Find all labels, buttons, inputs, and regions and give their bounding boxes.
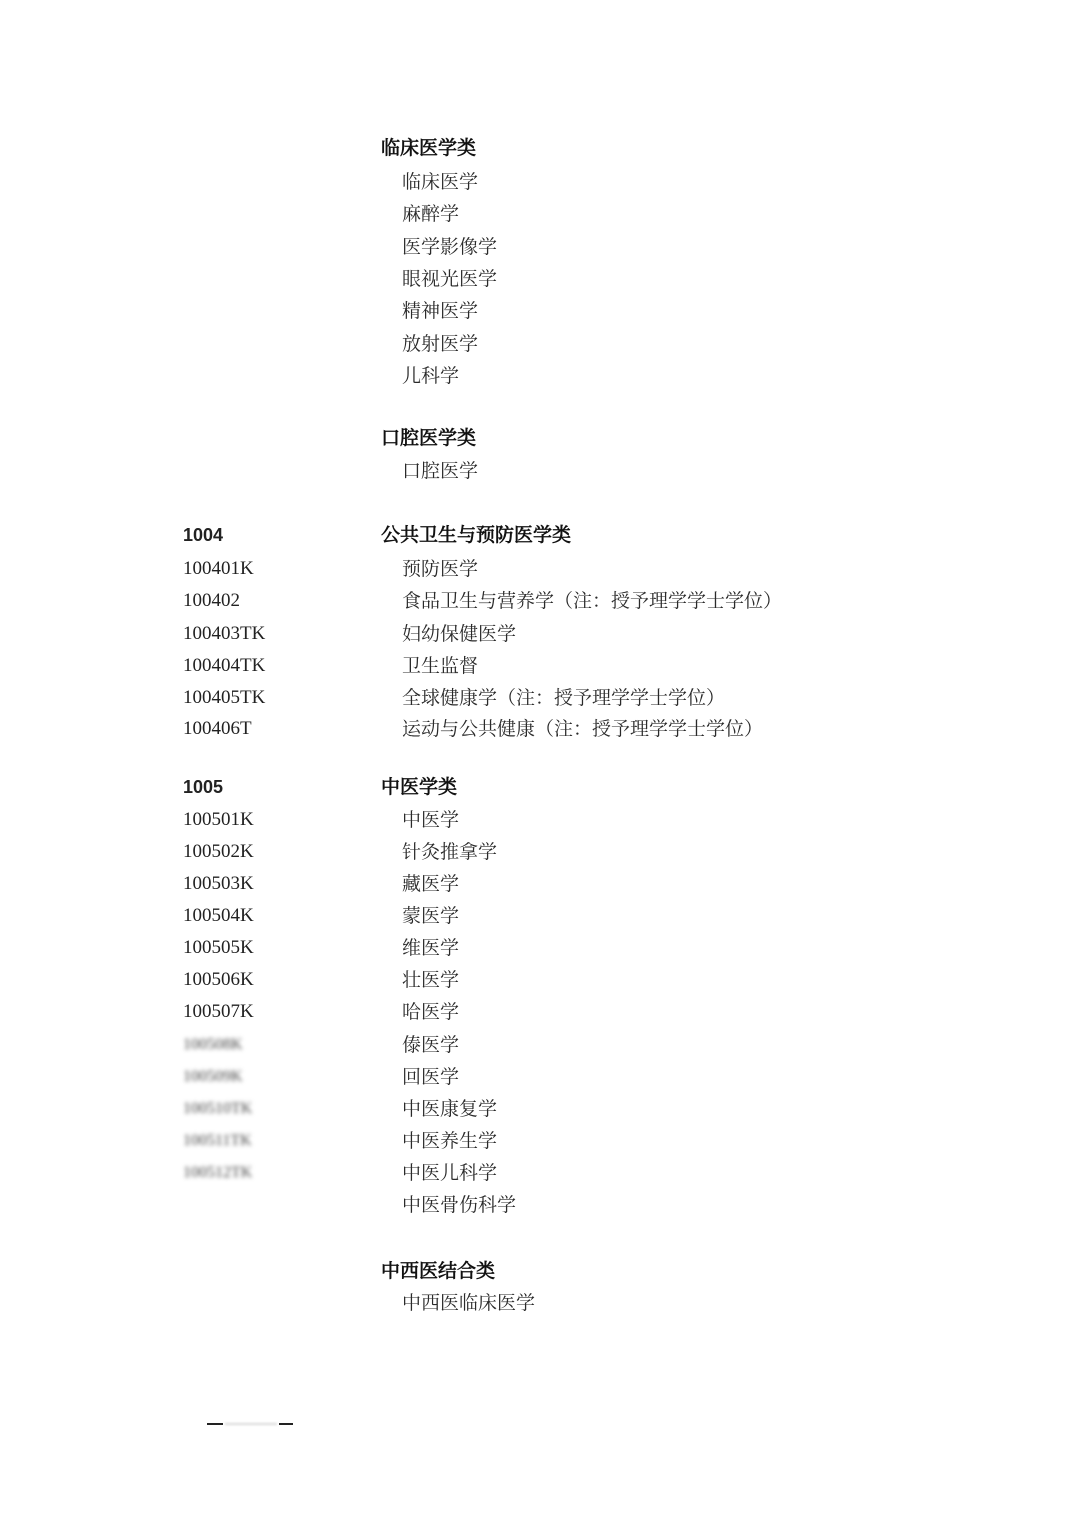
major-name: 中医儿科学 — [402, 1162, 498, 1184]
major-row — [0, 900, 1080, 932]
major-row — [0, 932, 1080, 964]
major-code: 100505K — [183, 937, 254, 958]
major-name: 中医养生学 — [402, 1130, 498, 1152]
major-row — [0, 964, 1080, 996]
major-name: 傣医学 — [402, 1034, 460, 1056]
major-code: 100510TK — [183, 1100, 253, 1117]
major-name: 蒙医学 — [402, 905, 460, 927]
major-code: 100403TK — [183, 623, 266, 644]
major-code: 100402 — [183, 590, 240, 611]
major-code: 100503K — [183, 873, 254, 894]
major-row — [0, 166, 1080, 198]
major-code: 100501K — [183, 809, 254, 830]
major-row — [0, 713, 1080, 745]
major-row — [0, 1061, 1080, 1093]
major-code: 100512TK — [183, 1164, 253, 1181]
major-row — [0, 868, 1080, 900]
category-code: 1004 — [183, 525, 224, 545]
major-name: 维医学 — [402, 937, 460, 959]
major-row — [0, 360, 1080, 392]
major-code: 100405TK — [183, 687, 266, 708]
major-name: 中医学 — [402, 809, 460, 831]
major-code: 100404TK — [183, 655, 266, 676]
category-row — [0, 422, 1080, 454]
category-title: 口腔医学类 — [381, 427, 477, 449]
major-name: 回医学 — [402, 1066, 460, 1088]
major-name: 眼视光医学 — [402, 268, 498, 290]
dash-left-decoration — [207, 1423, 223, 1425]
major-name: 食品卫生与营养学（注：授予理学学士学位） — [402, 590, 783, 612]
major-name: 中医骨伤科学 — [402, 1194, 517, 1216]
major-code: 100509K — [183, 1068, 243, 1085]
dash-right-decoration — [279, 1423, 293, 1425]
category-row — [0, 519, 1080, 551]
major-row — [0, 1029, 1080, 1061]
major-row — [0, 996, 1080, 1028]
category-row — [0, 1255, 1080, 1287]
major-name: 口腔医学 — [402, 460, 479, 482]
major-row — [0, 1189, 1080, 1221]
major-row — [0, 836, 1080, 868]
major-name: 放射医学 — [402, 333, 479, 355]
major-row — [0, 1125, 1080, 1157]
major-row — [0, 455, 1080, 487]
major-code: 100502K — [183, 841, 254, 862]
category-title: 中医学类 — [381, 776, 458, 798]
major-name: 预防医学 — [402, 558, 479, 580]
category-title: 公共卫生与预防医学类 — [381, 524, 572, 546]
major-row — [0, 295, 1080, 327]
major-name: 儿科学 — [402, 365, 460, 387]
category-row — [0, 771, 1080, 803]
major-name: 全球健康学（注：授予理学学士学位） — [402, 687, 726, 709]
major-code: 100511TK — [183, 1132, 252, 1149]
major-row — [0, 804, 1080, 836]
major-row — [0, 1287, 1080, 1319]
major-code: 100504K — [183, 905, 254, 926]
major-row — [0, 682, 1080, 714]
major-name: 中医康复学 — [402, 1098, 498, 1120]
major-row — [0, 650, 1080, 682]
major-row — [0, 553, 1080, 585]
category-row — [0, 132, 1080, 164]
major-row — [0, 231, 1080, 263]
major-row — [0, 1157, 1080, 1189]
major-name: 哈医学 — [402, 1001, 460, 1023]
category-code: 1005 — [183, 777, 224, 797]
category-title: 中西医结合类 — [381, 1260, 496, 1282]
major-name: 麻醉学 — [402, 203, 460, 225]
major-code: 100401K — [183, 558, 254, 579]
major-row — [0, 1093, 1080, 1125]
major-name: 精神医学 — [402, 300, 479, 322]
major-name: 卫生监督 — [402, 655, 479, 677]
major-row — [0, 198, 1080, 230]
major-name: 中西医临床医学 — [402, 1292, 536, 1314]
category-title: 临床医学类 — [381, 137, 477, 159]
major-row — [0, 263, 1080, 295]
major-name: 妇幼保健医学 — [402, 623, 517, 645]
major-name: 藏医学 — [402, 873, 460, 895]
major-row — [0, 618, 1080, 650]
major-name: 针灸推拿学 — [402, 841, 498, 863]
page-number-mark — [207, 1421, 293, 1427]
major-name: 运动与公共健康（注：授予理学学士学位） — [402, 718, 764, 740]
major-code: 100506K — [183, 969, 254, 990]
major-code: 100508K — [183, 1036, 243, 1053]
major-name: 临床医学 — [402, 171, 479, 193]
major-code: 100406T — [183, 718, 252, 739]
major-row — [0, 328, 1080, 360]
major-row — [0, 585, 1080, 617]
major-code: 100507K — [183, 1001, 254, 1022]
major-name: 壮医学 — [402, 969, 460, 991]
page-number-blurred — [225, 1423, 277, 1425]
major-name: 医学影像学 — [402, 236, 498, 258]
